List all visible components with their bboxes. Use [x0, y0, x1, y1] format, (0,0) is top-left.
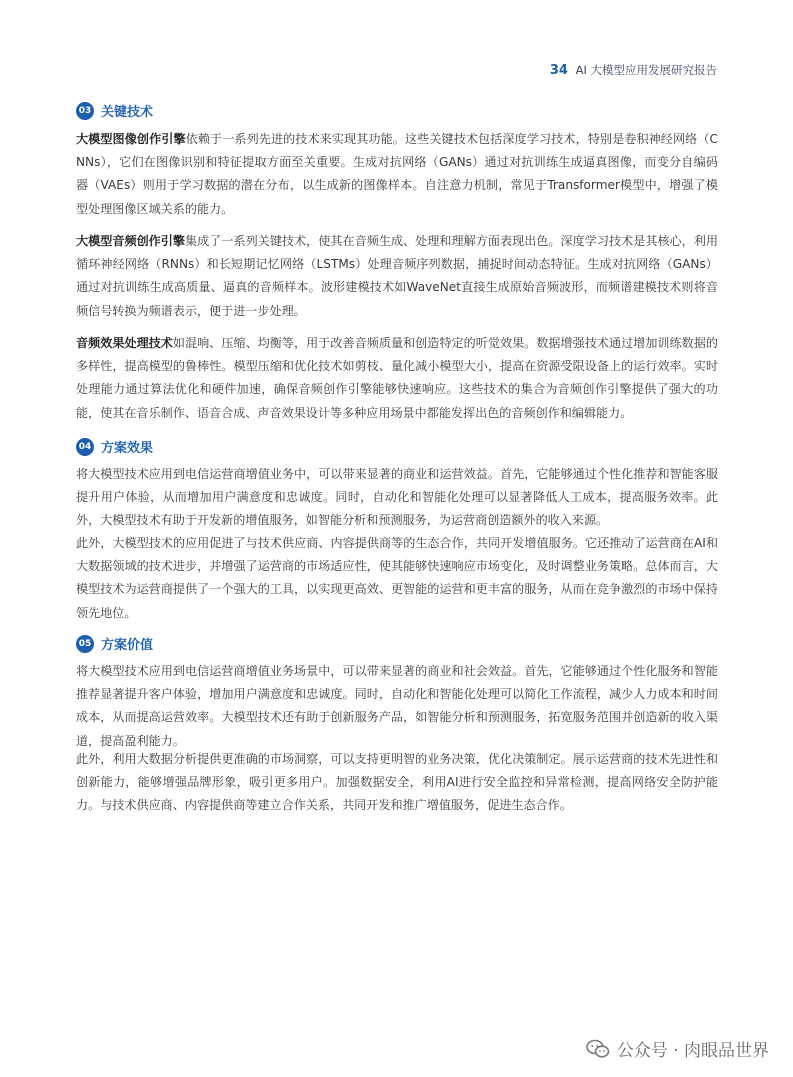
section-title: 方案效果 [101, 441, 154, 456]
paragraph [76, 660, 718, 753]
wechat-icon [586, 1039, 610, 1059]
paragraph-text: 此外，利用大数据分析提供更准确的市场洞察，可以支持更明智的业务决策，优化决策制定。展示运营商的技术先进性和创新能力，能够增强品牌形象，吸引更多用户。加强数据安全，利用AI进行安全监控和异常检测，提高网络安全防护能力。与技术供应商、内容提供商等建立合作关系，共同开发和推广增值服务，促进生态合作。 [76, 752, 718, 813]
paragraph-text: 将大模型技术应用到电信运营商增值业务中，可以带来显著的商业和运营效益。首先，它能够通过个性化推荐和智能客服提升用户体验，从而增加用户满意度和忠诚度。同时，自动化和智能化处理可以显著降低人工成本，提高服务效率。此外，大模型技术有助于开发新的增值服务，如智能分析和预测服务，为运营商创造额外的收入来源。 [76, 467, 718, 528]
section-number-badge: 04 [76, 438, 94, 456]
section-heading-value [76, 634, 153, 653]
section-heading-key-tech [76, 101, 153, 120]
section-number-badge: 05 [76, 635, 94, 653]
report-title: AI 大模型应用发展研究报告 [575, 63, 717, 77]
page-number: 34 [549, 63, 568, 78]
paragraph-text: 依赖于一系列先进的技术来实现其功能。这些关键技术包括深度学习技术，特别是卷积神经网络（CNNs），它们在图像识别和特征提取方面至关重要。生成对抗网络（GANs）通过对抗训练生成逼真图像，而变分自编码器（VAEs）则用于学习数据的潜在分布，以生成新的图像样本。自注意力机制，常见于Transformer模型中，增强了模型处理图像区域关系的能力。 [76, 132, 718, 216]
section-title: 方案价值 [101, 638, 154, 653]
paragraph-lead: 音频效果处理技术 [76, 336, 173, 350]
paragraph [76, 230, 718, 323]
paragraph [76, 128, 718, 221]
paragraph-lead: 大模型图像创作引擎 [76, 132, 186, 146]
paragraph-lead: 大模型音频创作引擎 [76, 234, 186, 248]
paragraph-text: 集成了一系列关键技术，使其在音频生成、处理和理解方面表现出色。深度学习技术是其核心，利用循环神经网络（RNNs）和长短期记忆网络（LSTMs）处理音频序列数据，捕捉时间动态特征。生成对抗网络（GANs）通过对抗训练生成高质量、逼真的音频样本。波形建模技术如WaveNet直接生成原始音频波形，而频谱建模技术则将音频信号转换为频谱表示，便于进一步处理。 [76, 234, 718, 318]
paragraph-text: 此外，大模型技术的应用促进了与技术供应商、内容提供商等的生态合作，共同开发增值服务。它还推动了运营商在AI和大数据领域的技术进步，并增强了运营商的市场适应性，使其能够快速响应市场变化，及时调整业务策略。总体而言，大模型技术为运营商提供了一个强大的工具，以实现更高效、更智能的运营和更丰富的服务，从而在竞争激烈的市场中保持领先地位。 [76, 536, 718, 620]
watermark-text: 公众号 · 肉眼品世界 [616, 1041, 769, 1061]
page-header [550, 62, 717, 78]
section-number-badge: 03 [76, 102, 94, 120]
watermark [586, 1036, 769, 1061]
section-heading-effect [76, 437, 153, 456]
paragraph-text: 将大模型技术应用到电信运营商增值业务场景中，可以带来显著的商业和社会效益。首先，它能够通过个性化服务和智能推荐显著提升客户体验，增加用户满意度和忠诚度。同时，自动化和智能化处理可以简化工作流程，减少人力成本和时间成本，从而提高运营效率。大模型技术还有助于创新服务产品，如智能分析和预测服务，拓宽服务范围并创造新的收入渠道，提高盈利能力。 [76, 664, 718, 748]
paragraph [76, 463, 718, 533]
paragraph [76, 332, 718, 425]
section-title: 关键技术 [101, 105, 154, 120]
paragraph [76, 532, 718, 625]
paragraph-text: 如混响、压缩、均衡等，用于改善音频质量和创造特定的听觉效果。数据增强技术通过增加训练数据的多样性，提高模型的鲁棒性。模型压缩和优化技术如剪枝、量化减小模型大小，提高在资源受限设备上的运行效率。实时处理能力通过算法优化和硬件加速，确保音频创作引擎能够快速响应。这些技术的集合为音频创作引擎提供了强大的功能，使其在音乐制作、语音合成、声音效果设计等多种应用场景中都能发挥出色的音频创作和编辑能力。 [76, 336, 718, 420]
paragraph [76, 748, 718, 818]
